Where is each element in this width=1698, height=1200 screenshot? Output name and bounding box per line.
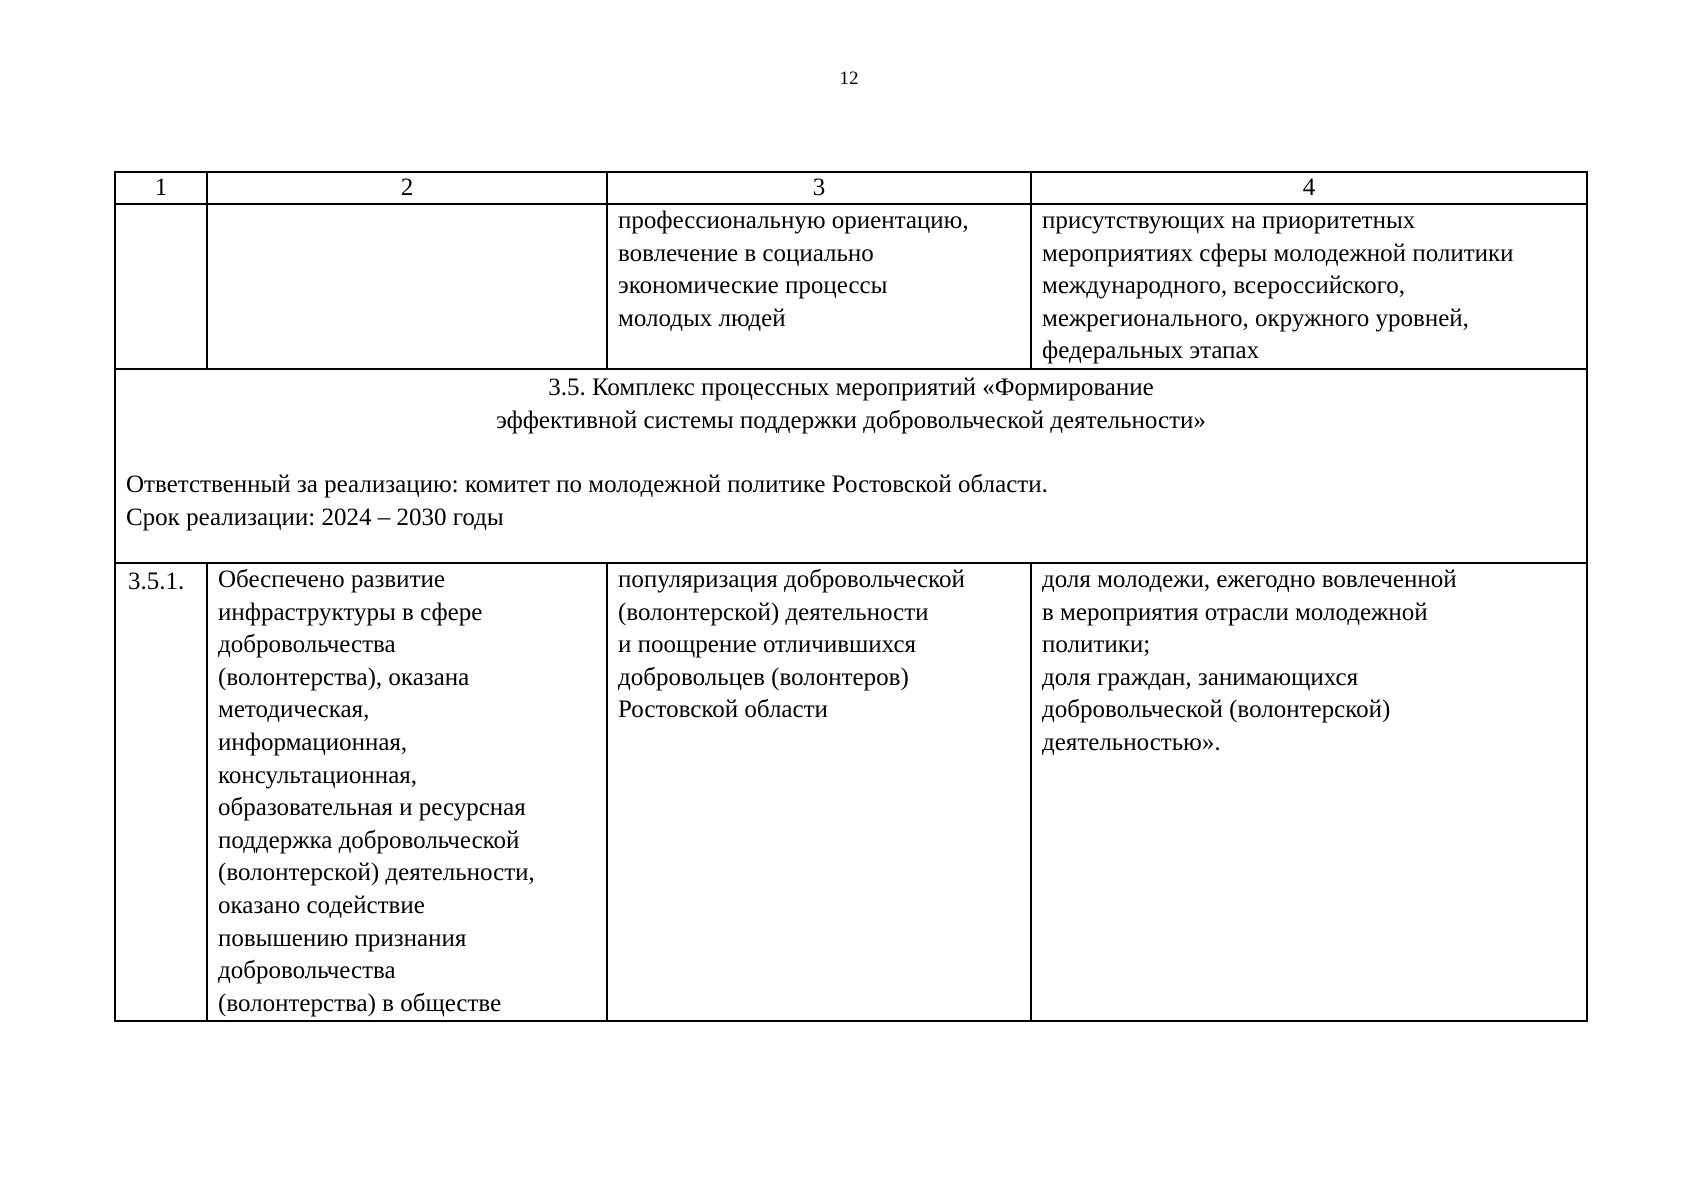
text-line: добровольческой (волонтерской) — [1042, 696, 1391, 724]
measures-table — [114, 171, 1588, 1022]
text-line: методическая, — [218, 696, 370, 724]
text-line: экономические процессы — [618, 272, 888, 300]
text-line: образовательная и ресурсная — [218, 794, 526, 822]
text-line: (волонтерской) деятельности — [618, 598, 929, 626]
section-title-line: 3.5. Комплекс процессных мероприятий «Формирование — [548, 373, 1154, 401]
column-header-1: 1 — [115, 172, 207, 204]
column-header-4: 4 — [1031, 172, 1587, 204]
text-line: доля граждан, занимающихся — [1042, 663, 1359, 691]
text-line: (волонтерской) деятельности, — [218, 859, 535, 887]
table-row-item — [115, 563, 1587, 1021]
text-line: добровольчества — [218, 631, 396, 659]
table-header-row — [115, 172, 1587, 204]
section-meta — [126, 437, 1576, 534]
text-line: доля молодежи, ежегодно вовлеченной — [1042, 565, 1457, 593]
column-header-2: 2 — [207, 172, 607, 204]
text-line: добровольчества — [218, 957, 396, 985]
page-number: 12 — [839, 68, 859, 89]
text-line: вовлечение в социально — [618, 239, 874, 267]
text-line: Обеспечено развитие — [218, 565, 445, 593]
text-line: оказано содействие — [218, 891, 425, 919]
cont-cell-description — [607, 204, 1031, 369]
cont-cell-task — [207, 204, 607, 369]
section-term: Срок реализации: 2024 – 2030 годы — [126, 503, 504, 531]
cont-cell-indicators — [1031, 204, 1587, 369]
item-indicators — [1031, 563, 1587, 1021]
text-line: федеральных этапах — [1042, 337, 1260, 365]
text-line: мероприятиях сферы молодежной политики — [1042, 239, 1514, 267]
text-line: информационная, — [218, 728, 408, 756]
item-description — [607, 563, 1031, 1021]
section-title — [126, 370, 1576, 437]
section-row — [115, 369, 1587, 563]
text-line: инфраструктуры в сфере — [218, 598, 483, 626]
text-line: и поощрение отличившихся — [618, 631, 917, 659]
section-cell — [115, 369, 1587, 563]
section-responsible: Ответственный за реализацию: комитет по молодежной политике Ростовской области. — [126, 471, 1048, 499]
text-line: повышению признания — [218, 924, 467, 952]
text-line: добровольцев (волонтеров) — [618, 663, 909, 691]
text-line: в мероприятия отрасли молодежной — [1042, 598, 1428, 626]
text-line: (волонтерства) в обществе — [218, 989, 502, 1017]
text-line: популяризация добровольческой — [618, 565, 965, 593]
text-line: консультационная, — [218, 761, 418, 789]
section-title-line: эффективной системы поддержки добровольческой деятельности» — [496, 406, 1206, 434]
text-line: международного, всероссийского, — [1042, 272, 1405, 300]
table-row-continuation — [115, 204, 1587, 369]
column-header-3: 3 — [607, 172, 1031, 204]
cont-cell-number — [115, 204, 207, 369]
text-line: профессиональную ориентацию, — [618, 207, 969, 234]
text-line: присутствующих на приоритетных — [1042, 207, 1416, 234]
text-line: политики; — [1042, 631, 1151, 659]
item-number: 3.5.1. — [115, 563, 207, 1021]
text-line: деятельностью». — [1042, 728, 1221, 756]
text-line: межрегионального, окружного уровней, — [1042, 304, 1469, 332]
text-line: молодых людей — [618, 304, 786, 332]
text-line: поддержка добровольческой — [218, 826, 520, 854]
item-task — [207, 563, 607, 1021]
text-line: (волонтерства), оказана — [218, 663, 470, 691]
text-line: Ростовской области — [618, 696, 828, 724]
